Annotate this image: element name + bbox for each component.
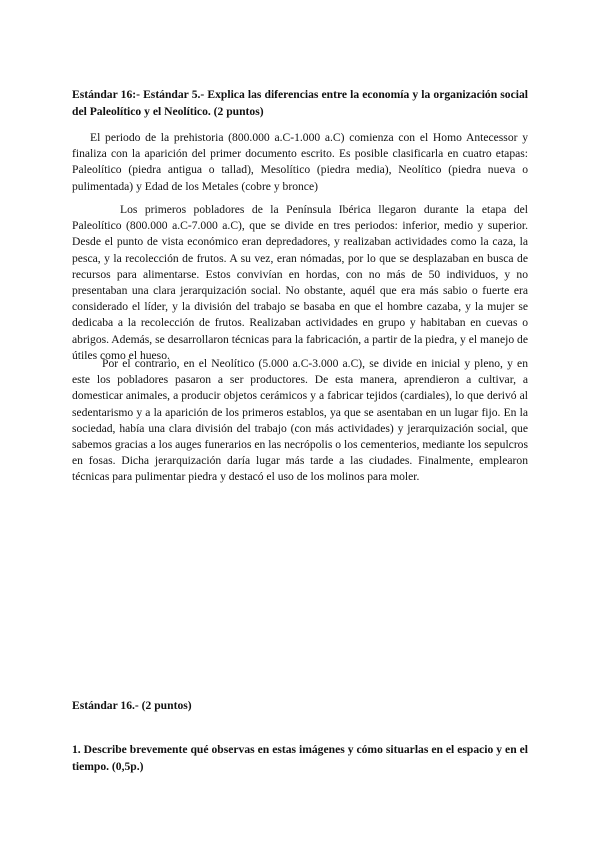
paragraph-paleolitico: Los primeros pobladores de la Península Ibérica llegaron durante la etapa del Paleolítico (800.000 a.C-7.000 a.C), que se divide en tres periodos: inferior, medio y superior. Desde el punto de vista económico eran depredadores, y realizaban actividades como la caza, la pesca, y la recolección de frutos. A su vez, eran nómadas, por lo que se desplazaban en busca de recursos para alimentarse. Estos convivían en hordas, con no más de 50 individuos, y no presentaban una clara jerarquización social. No obstante, aquél que era más sabio o fuerte era considerado el líder, y la división del trabajo se basaba en que el hombre cazaba, y la mujer se dedicaba a la recolección de frutos. Realizaban actividades en grupo y habitaban en cuevas o abrigos. Además, se desarrollaron técnicas para la fabricación, a partir de la piedra, y el manejo de útiles como el hueso.: [72, 203, 528, 362]
paragraph-prehistoria-intro: El periodo de la prehistoria (800.000 a.C-1.000 a.C) comienza con el Homo Antecessor y finaliza con la aparición del primer documento escrito. Es posible clasificarla en cuatro etapas: Paleolítico (piedra antigua o tallad), Mesolítico (piedra media), Neolítico (piedra nueva o pulimentada) y Edad de los Metales (cobre y bronce): [72, 131, 528, 193]
paragraph-neolitico: Por el contrario, en el Neolítico (5.000 a.C-3.000 a.C), se divide en inicial y pleno, y en este los pobladores pasaron a ser productores. De esta manera, aprendieron a cultivar, a domesticar animales, a producir objetos cerámicos y a fabricar tejidos (cardiales), lo que derivó al sedentarismo y a la aparición de los primeros establos, ya que se asentaban en un lugar fijo. En la sociedad, había una clara división del trabajo (con más actividades) y jerarquización social, que sabemos gracias a los auges funerarios en las necrópolis o los cementerios, mediante los sepulcros en fosas. Dicha jerarquización daría lugar más tarde a las ciudades. Finalmente, emplearon técnicas para pulimentar piedra y destacó el uso de los molinos para moler.: [72, 357, 528, 484]
section-heading-estandar-5: Estándar 16:- Estándar 5.- Explica las diferencias entre la economía y la organización social del Paleolítico y el Neolítico. (2 puntos): [72, 88, 528, 118]
question-1-heading: 1. Describe brevemente qué observas en estas imágenes y cómo situarlas en el espacio y en el tiempo. (0,5p.): [72, 743, 528, 773]
section-heading-estandar-16: Estándar 16.- (2 puntos): [72, 699, 192, 712]
